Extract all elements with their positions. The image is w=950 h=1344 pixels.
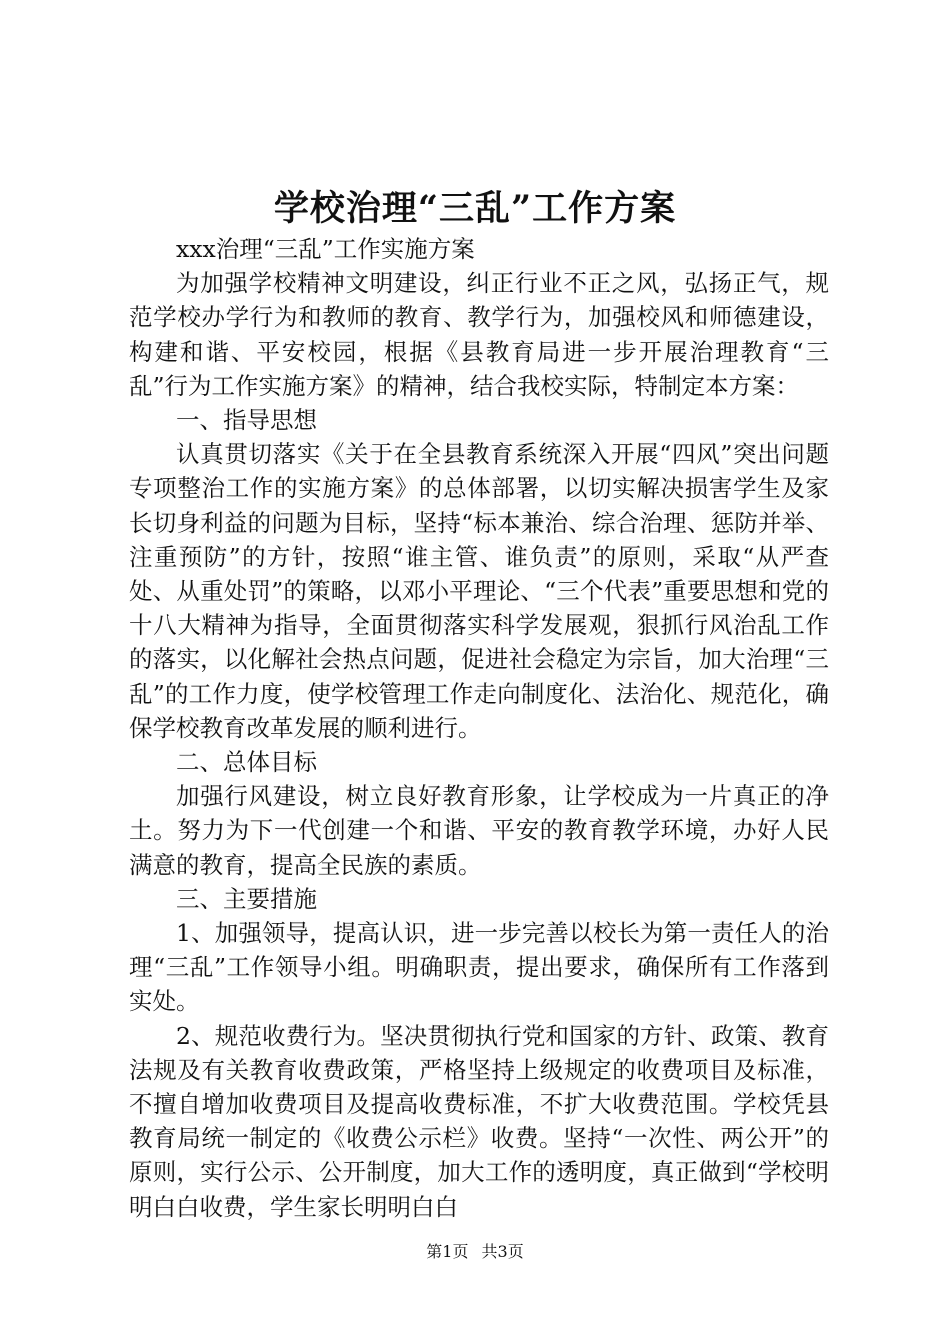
section-heading-guiding-ideology: 一、指导思想 — [176, 406, 317, 435]
overall-goal-paragraph: 加强行风建设，树立良好教育形象，让学校成为一片真正的净土。努力为下一代创建一个和谐、平安的教育教学环境，办好人民满意的教育，提高全民族的素质。 — [129, 782, 829, 879]
page-footer — [0, 1240, 950, 1264]
intro-paragraph: 为加强学校精神文明建设，纠正行业不正之风，弘扬正气，规范学校办学行为和教师的教育、教学行为，加强校风和师德建设，构建和谐、平安校园，根据《县教育局进一步开展治理教育“三乱”行为工作实施方案》的精神，结合我校实际，特制定本方案： — [129, 269, 829, 400]
document-title: 学校治理“三乱”工作方案 — [273, 188, 677, 229]
guiding-ideology-paragraph: 认真贯切落实《关于在全县教育系统深入开展“四风”突出问题专项整治工作的实施方案》的总体部署，以切实解决损害学生及家长切身利益的问题为目标，坚持“标本兼治、综合治理、惩防并举、注重预防”的方针，按照“谁主管、谁负责”的原则，采取“从严查处、从重处罚”的策略，以邓小平理论、“三个代表”重要思想和党的十八大精神为指导，全面贯彻落实科学发展观，狠抓行风治乱工作的落实，以化解社会热点问题，促进社会稳定为宗旨，加大治理“三乱”的工作力度，使学校管理工作走向制度化、法治化、规范化，确保学校教育改革发展的顺利进行。 — [129, 440, 829, 742]
subtitle-paragraph: xxx治理“三乱”工作实施方案 — [176, 235, 475, 263]
page-number-current: 第1页 — [426, 1242, 469, 1261]
document-body — [129, 232, 829, 1224]
measure-1-paragraph: 1、加强领导，提高认识，进一步完善以校长为第一责任人的治理“三乱”工作领导小组。明确职责，提出要求，确保所有工作落到实处。 — [129, 919, 829, 1016]
page-number-total: 共3页 — [481, 1242, 524, 1261]
section-heading-overall-goal: 二、总体目标 — [176, 748, 317, 777]
measure-2-paragraph: 2、规范收费行为。坚决贯彻执行党和国家的方针、政策、教育法规及有关教育收费政策，严格坚持上级规定的收费项目及标准，不擅自增加收费项目及提高收费标准，不扩大收费范围。学校凭县教育局统一制定的《收费公示栏》收费。坚持“一次性、两公开”的原则，实行公示、公开制度，加大工作的透明度，真正做到“学校明明白白收费，学生家长明明白白 — [129, 1021, 829, 1221]
section-heading-main-measures: 三、主要措施 — [176, 884, 317, 913]
